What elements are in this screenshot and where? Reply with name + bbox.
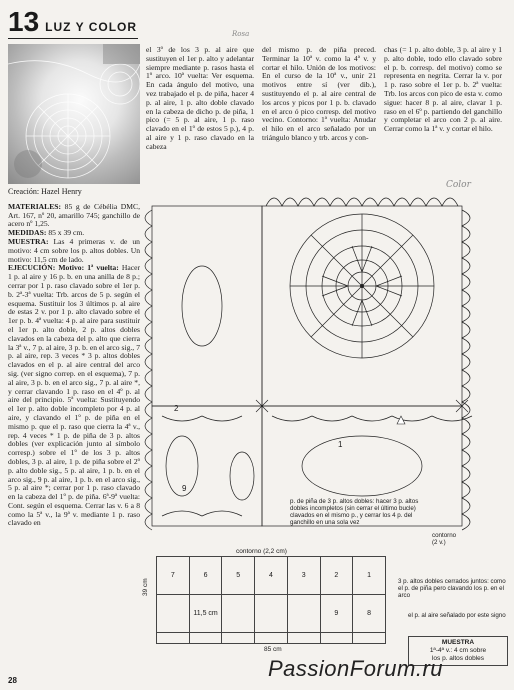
execution-label: EJECUCIÓN: Motivo: 1ª vuelta: xyxy=(8,263,119,273)
motif-number-9: 9 xyxy=(182,484,187,493)
motif-number-1: 1 xyxy=(338,440,343,449)
header-rule xyxy=(8,38,138,39)
gauge-box-line1: 1ª-4ª v.: 4 cm sobre xyxy=(429,647,487,654)
grid-cell-size: 11,5 cm xyxy=(189,594,222,632)
legend-chain-mark-text: el p. al aire señalado por este signo xyxy=(408,612,506,619)
grid-cell xyxy=(157,632,190,643)
grid-cell xyxy=(157,594,190,632)
instructions-column-3: del mismo p. de piña preced. Terminar la 10ª v. como la 4ª v. y cortar el hilo. Unión de los motivos: En el curso de la 10ª v., unir 21 motivos entre sí (ver dib.), sustituyendo el p. al aire central de los arcos y picos por 1 p. b. clavado en el arco ó pico corresp. del motivo vecino. Contorno: 1ª vuelta: Anudar el hilo en el arco señalado por un triángulo blanco y trb. arcos y con- xyxy=(262,45,376,142)
grid-cell xyxy=(287,594,320,632)
grid-cell: 5 xyxy=(222,557,255,595)
grid-cell xyxy=(222,632,255,643)
legend-closed-together xyxy=(398,578,508,599)
watermark: PassionForum.ru xyxy=(268,656,444,681)
lace-photo xyxy=(8,44,140,184)
height-label: 39 cm xyxy=(142,578,149,596)
grid-cell xyxy=(320,632,353,643)
gauge-text: Las 4 primeras v. de un motivo: 4 cm sobre los p. altos dobles. Un motivo: 11,5 cm de lado. xyxy=(8,236,140,264)
grid-cell xyxy=(287,632,320,643)
handwritten-color-note: Color xyxy=(446,180,471,190)
grid-cell: 8 xyxy=(353,594,386,632)
instructions-column-2: el 3º de los 3 p. al aire que sustituyen el 1er p. alto y adelantar siempre mediante p. rasos hasta el 1º arco. 10ª vuelta: Ver esquema. En cada ángulo del motivo, una vez trabajado el p. de piña, hacer 4 p. al aire, 1 p. alto doble clavado en la cabeza de dicho p. de piña, 1 pico (= 5 p. al aire, 1 p. raso clavado en el 1º de estos 5 p.), 4 p. al aire y 1 p. raso clavado en la cabeza xyxy=(146,45,254,151)
grid-cell: 3 xyxy=(287,557,320,595)
legend-pina xyxy=(290,498,428,526)
legend-pina-text: p. de piña de 3 p. altos dobles: hacer 3 p. altos dobles incompletos (sin cerrar el último bucle) clavados en el mismo p., y cerrar los 4 p. del ganchillo en una sola vez xyxy=(290,498,419,526)
grid-cell: 6 xyxy=(189,557,222,595)
instructions-column-1 xyxy=(8,188,140,528)
page-header xyxy=(8,8,137,36)
assembly-contorno-label: contorno (2,2 cm) xyxy=(236,548,287,555)
materials-text: 85 g de Cébélia DMC, Art. 167, nº 20, amarillo 745; ganchillo de acero nº 1,25. xyxy=(8,201,140,229)
designer-credit: Creación: Hazel Henry xyxy=(8,187,82,196)
grid-cell: 2 xyxy=(320,557,353,595)
legend-chain-mark xyxy=(408,612,508,619)
assembly-grid xyxy=(142,556,386,656)
grid-cell xyxy=(255,632,288,643)
grid-cell xyxy=(255,594,288,632)
assembly-table xyxy=(156,556,386,644)
contorno-label: contorno (2 v.) xyxy=(432,532,457,546)
materials-label: MATERIALES: xyxy=(8,201,62,211)
grid-cell: 4 xyxy=(255,557,288,595)
materials-paragraph xyxy=(8,203,140,229)
grid-cell: 1 xyxy=(353,557,386,595)
grid-cell xyxy=(353,632,386,643)
motif-number-2: 2 xyxy=(174,404,179,413)
lace-photo-art xyxy=(8,44,140,184)
pattern-title: LUZ Y COLOR xyxy=(45,20,138,34)
grid-cell xyxy=(222,594,255,632)
page-number: 28 xyxy=(8,676,17,685)
grid-cell: 7 xyxy=(157,557,190,595)
width-label: 85 cm xyxy=(264,646,282,653)
gauge-paragraph xyxy=(8,238,140,264)
handwritten-note: Rosa xyxy=(232,30,250,38)
legend-closed-together-text: 3 p. altos dobles cerrados juntos: como el p. de piña pero clavando los p. en el arco xyxy=(398,578,506,599)
instructions-column-4: chas (= 1 p. alto doble, 3 p. al aire y 1 p. alto doble, todo ello clavado sobre el p. b. corresp. del motivo) como se representa en negrita. Cerrar la v. por 1 p. raso sobre el 1er p. b. 2ª vuelta: Trb. los arcos con pico de esta v. como sigue: hacer 8 p. al aire, clavar 1 p. raso en el 6º p. partiendo del ganchillo y completar el arco con 2 p. al aire. Cerrar como la 1ª v. y cortar el hilo. xyxy=(384,45,502,134)
execution-paragraph xyxy=(8,264,140,528)
measures-text: 85 x 39 cm. xyxy=(48,228,85,238)
gauge-box-title: MUESTRA xyxy=(441,639,475,646)
gauge-box-line2: los p. altos dobles xyxy=(431,655,485,662)
grid-cell xyxy=(189,632,222,643)
pattern-number: 13 xyxy=(8,6,40,37)
gauge-label: MUESTRA: xyxy=(8,236,49,246)
crochet-diagram xyxy=(142,180,514,576)
measures-label: MEDIDAS: xyxy=(8,228,47,238)
execution-text: Hacer 1 p. al aire y 16 p. b. en una anilla de 8 p.; cerrar por 1 p. raso clavado sobre el 1er p. b. 2ª-3ª vuelta: Trb. arcos de 5 p. según el esquema. Sustituir los 3 últimos p. al aire de estas 2 v. por 1 p. alto clavado sobre el 1er p. b. 4ª vuelta: 4 p. al aire para sustituir el 1er p. alto doble, 2 p. altos dobles clavados en la cabeza del p. alto que cierra la 3ª v., 7 p. al aire, 3 p. b. en el arco sig., 7 p. al aire, rep. 3 veces * 3 p. altos dobles clavados en el p. al aire central del arco sig. (ver signo correp. en el esquema), 7 p. al aire, 3 p. b. en el arco sig., 7 p. al aire *, y cerrar clavando 1 p. raso en el 4º p. al aire del principio. 5ª vuelta: Sustituyendo el 1er p. alto doble incompleto por 4 p. al aire, y clavando el 1º p. de piña en el mismo p. que el p. raso que cierra la 4ª v., rep. 4 veces * 1 p. de piña de 3 p. altos dobles (ver explicación junto al símbolo corresp.) sobre el 1º de los 3 p. altos dobles, 3 p. al aire, 1 p. de piña sobre el 2º p. alto doble sig., 5 p. al aire, 1 p. b. en el arco sig., 9 p. al aire, 1 p. b. en el arco sig., 5 p. al aire *; cerrar por 1 p. raso clavado en la cabeza del 1º p. de piña. 6ª-9ª vuelta: Cont. según el esquema. Cerrar las v. 6 a 8 como la 5ª v., la 9ª v. mediante 1 p. raso clavado en xyxy=(8,263,140,528)
grid-cell: 9 xyxy=(320,594,353,632)
